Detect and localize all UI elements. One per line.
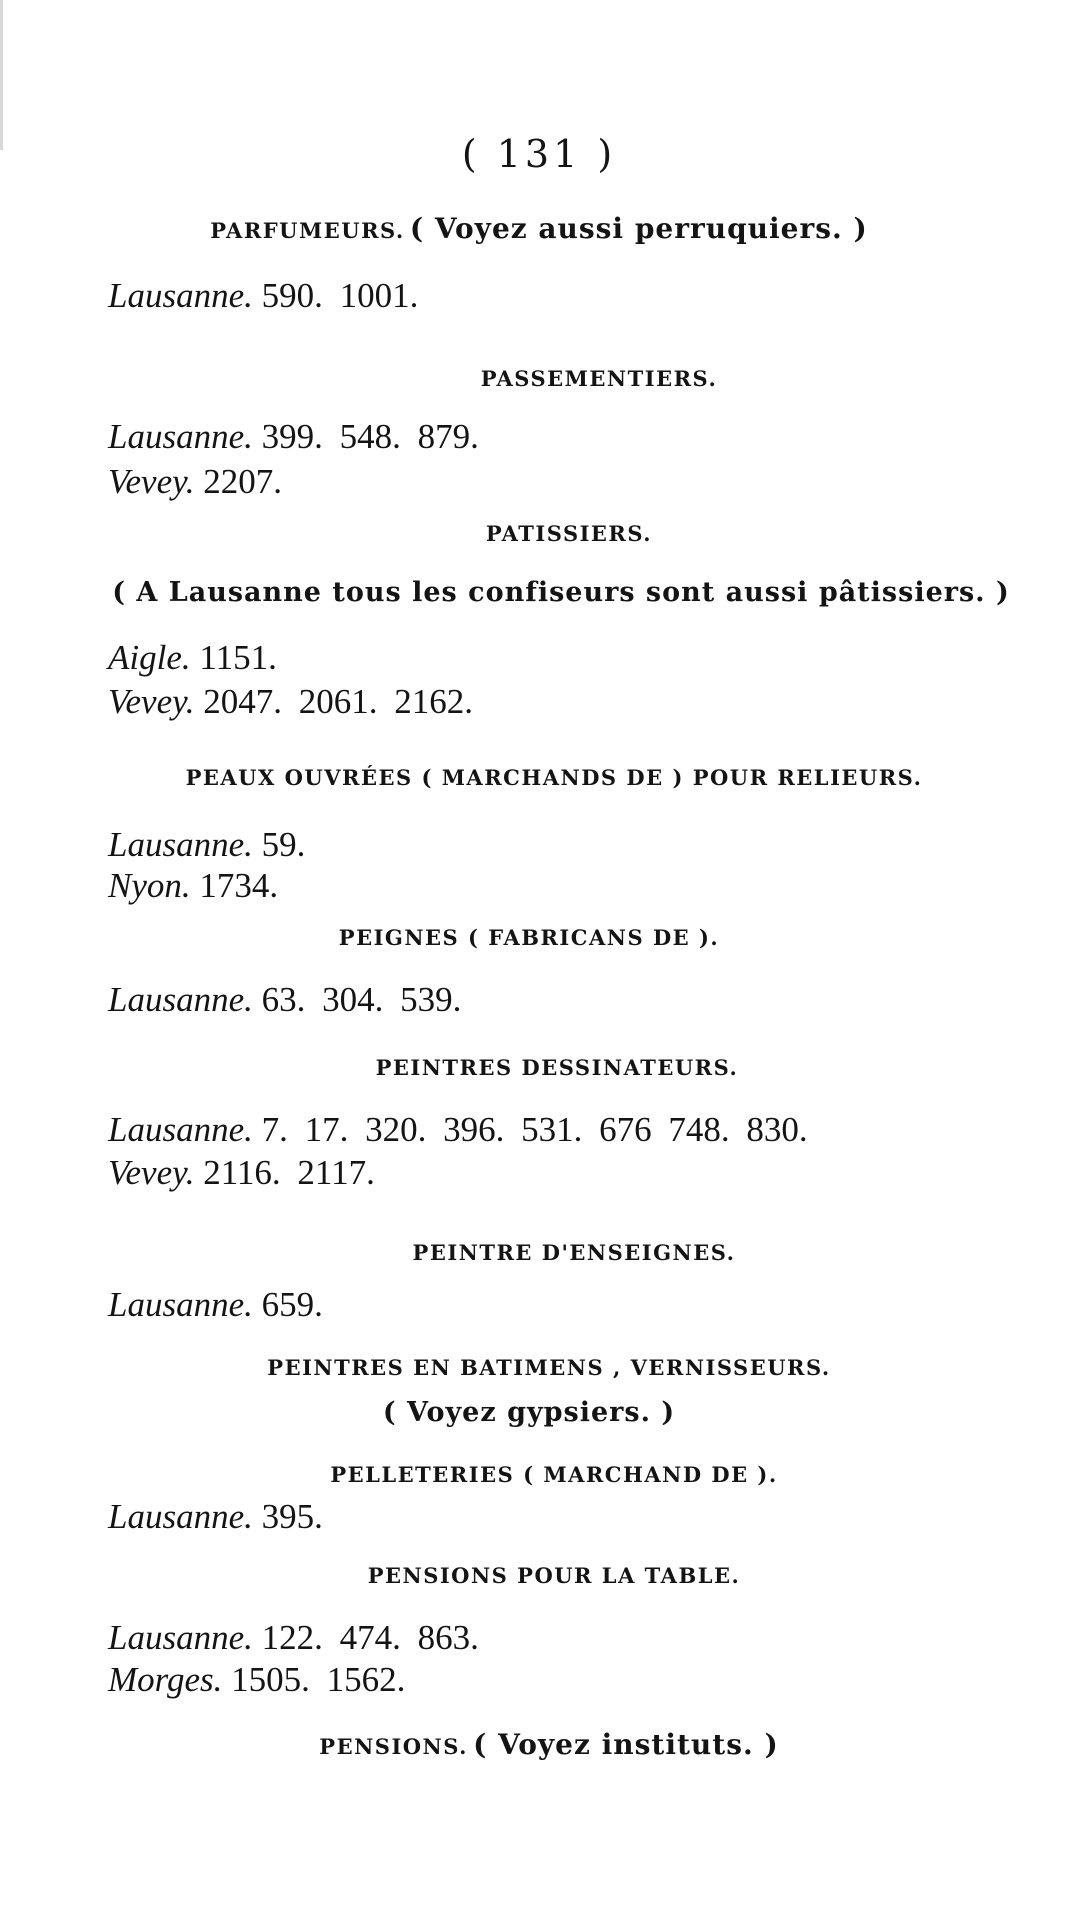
section-heading: PEINTRES EN BATIMENS , VERNISSEURS. bbox=[267, 1355, 831, 1380]
town-name: Lausanne. bbox=[108, 1497, 253, 1536]
directory-entry bbox=[108, 1110, 808, 1150]
section-note: ( Voyez aussi perruquiers. ) bbox=[409, 212, 868, 245]
directory-entry bbox=[108, 1153, 375, 1193]
entry-numbers: 7. 17. 320. 396. 531. 676 748. 830. bbox=[261, 1110, 808, 1149]
entry-numbers: 63. 304. 539. bbox=[261, 980, 462, 1019]
section-note: ( A Lausanne tous les confiseurs sont aussi pâtissiers. ) bbox=[112, 577, 1010, 608]
town-name: Lausanne. bbox=[108, 1110, 253, 1149]
directory-entry bbox=[108, 638, 277, 678]
town-name: Nyon. bbox=[108, 866, 191, 905]
town-name: Lausanne. bbox=[108, 1618, 253, 1657]
section-heading: PATISSIERS. bbox=[485, 521, 653, 546]
section-heading: PEINTRE D'ENSEIGNES. bbox=[412, 1240, 736, 1265]
town-name: Vevey. bbox=[108, 462, 195, 501]
town-name: Vevey. bbox=[108, 1153, 195, 1192]
section-heading-row bbox=[0, 212, 1078, 245]
entry-numbers: 1505. 1562. bbox=[231, 1660, 406, 1699]
section-heading: PELLETERIES ( MARCHAND DE ). bbox=[330, 1462, 778, 1487]
town-name: Lausanne. bbox=[108, 276, 253, 315]
section-heading: PEIGNES ( FABRICANS DE ). bbox=[338, 925, 720, 950]
section-heading: PEAUX OUVRÉES ( MARCHANDS DE ) POUR RELIEURS. bbox=[185, 765, 923, 790]
entry-numbers: 2207. bbox=[203, 462, 282, 501]
directory-entry bbox=[108, 1285, 323, 1325]
entry-numbers: 1734. bbox=[199, 866, 279, 905]
directory-entry bbox=[108, 980, 461, 1020]
section-heading: PARFUMEURS. bbox=[210, 218, 405, 243]
directory-entry bbox=[108, 682, 473, 722]
entry-numbers: 122. 474. 863. bbox=[261, 1618, 479, 1657]
section-note: ( Voyez instituts. ) bbox=[473, 1728, 779, 1761]
entry-numbers: 2116. 2117. bbox=[203, 1153, 375, 1192]
section-heading: PEINTRES DESSINATEURS. bbox=[375, 1055, 739, 1080]
directory-entry bbox=[108, 417, 479, 457]
entry-numbers: 59. bbox=[261, 825, 306, 864]
directory-entry bbox=[108, 825, 305, 865]
directory-entry bbox=[108, 1497, 323, 1537]
page-number: ( 131 ) bbox=[461, 132, 617, 176]
directory-entry bbox=[108, 462, 282, 502]
section-heading: PASSEMENTIERS. bbox=[480, 366, 718, 391]
page-gutter-shadow bbox=[0, 0, 3, 150]
section-heading: PENSIONS POUR LA TABLE. bbox=[367, 1563, 741, 1588]
section-note: ( Voyez gypsiers. ) bbox=[382, 1397, 676, 1428]
town-name: Lausanne. bbox=[108, 1285, 253, 1324]
town-name: Aigle. bbox=[108, 638, 191, 677]
town-name: Lausanne. bbox=[108, 417, 253, 456]
entry-numbers: 1151. bbox=[199, 638, 277, 677]
directory-entry bbox=[108, 1660, 405, 1700]
town-name: Vevey. bbox=[108, 682, 195, 721]
town-name: Lausanne. bbox=[108, 825, 253, 864]
directory-entry bbox=[108, 1618, 479, 1658]
section-heading: PENSIONS. bbox=[319, 1734, 468, 1759]
directory-entry bbox=[108, 276, 418, 316]
section-heading-row bbox=[10, 1728, 1078, 1761]
town-name: Morges. bbox=[108, 1660, 223, 1699]
entry-numbers: 399. 548. 879. bbox=[261, 417, 479, 456]
entry-numbers: 590. 1001. bbox=[261, 276, 419, 315]
entry-numbers: 395. bbox=[261, 1497, 323, 1536]
entry-numbers: 2047. 2061. 2162. bbox=[203, 682, 473, 721]
town-name: Lausanne. bbox=[108, 980, 253, 1019]
entry-numbers: 659. bbox=[261, 1285, 323, 1324]
directory-entry bbox=[108, 866, 278, 906]
